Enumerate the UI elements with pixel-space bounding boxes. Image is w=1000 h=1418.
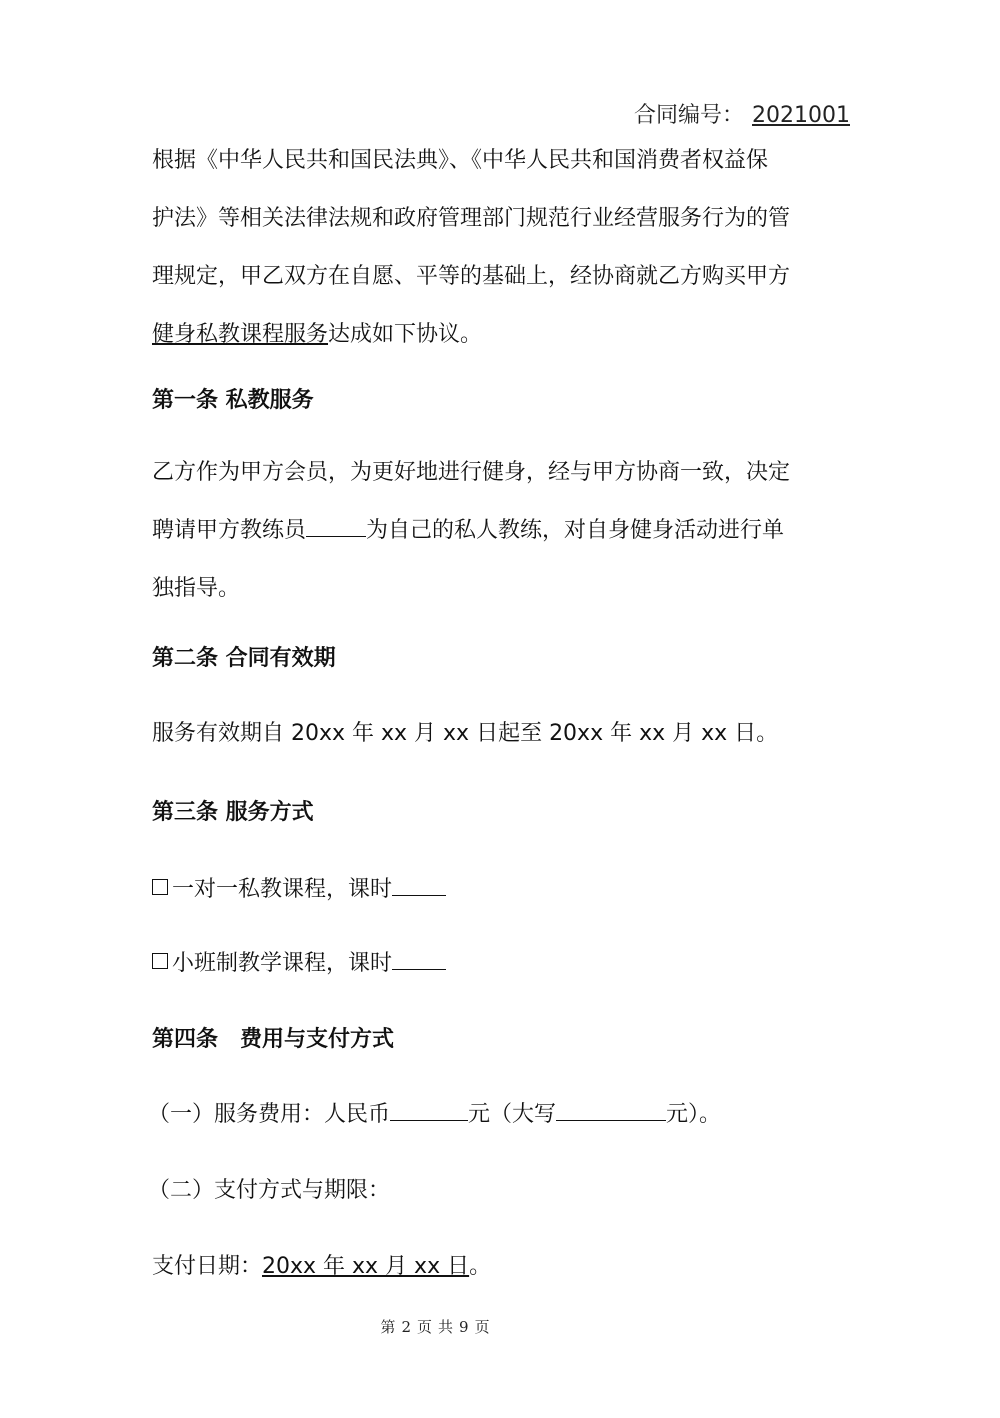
option-small-class [152,946,446,977]
article1-heading: 第一条 私教服务 [152,388,314,413]
current-page-number: 2 [401,1318,411,1336]
fee-label: 元）。 [666,1102,722,1127]
contract-number-value: 2021001 [752,103,850,128]
article1-paragraph [152,444,852,618]
article3-heading: 第三条 服务方式 [152,800,314,825]
footer-text: 页 [416,1318,432,1336]
page-footer [0,1316,870,1337]
article1-line: 乙方作为甲方会员，为更好地进行健身，经与甲方协商一致，决定 [152,460,791,485]
total-pages-number: 9 [459,1318,469,1336]
intro-paragraph [152,132,852,364]
hours-blank[interactable] [392,873,446,896]
contract-number [634,98,850,129]
payment-date-value: 20xx 年 xx 月 xx 日 [262,1254,470,1279]
checkbox-icon[interactable] [152,953,168,969]
payment-method: （二）支付方式与期限： [148,1178,391,1203]
article1-line: 独指导。 [152,576,241,601]
footer-text: 共 [438,1318,454,1336]
validity-period: 服务有效期自 20xx 年 xx 月 xx 日起至 20xx 年 xx 月 xx 日。 [152,721,779,746]
payment-date-label: 支付日期： [152,1254,263,1279]
article1-line-part: 聘请甲方教练员 [152,518,307,543]
article2-heading: 第二条 合同有效期 [152,646,336,671]
fee-label: 元（大写 [468,1102,557,1127]
service-name: 健身私教课程服务 [152,322,329,347]
payment-date-end: 。 [469,1254,492,1279]
footer-text: 第 [380,1318,396,1336]
option-one-on-one [152,872,446,903]
fee-label: （一）服务费用：人民币 [148,1102,391,1127]
article1-line-part: 为自己的私人教练，对自身健身活动进行单 [366,518,785,543]
footer-text: 页 [474,1318,490,1336]
intro-line-end: 达成如下协议。 [328,322,483,347]
hours-blank[interactable] [392,947,446,970]
fee-uppercase-blank[interactable] [556,1098,666,1121]
contract-number-label: 合同编号： [634,103,745,128]
intro-line [152,306,852,364]
article1-line [152,502,852,560]
intro-line: 理规定，甲乙双方在自愿、平等的基础上，经协商就乙方购买甲方 [152,264,791,289]
service-fee [148,1097,721,1128]
coach-name-blank[interactable] [306,514,366,537]
option-label: 一对一私教课程，课时 [172,877,393,902]
fee-amount-blank[interactable] [390,1098,468,1121]
checkbox-icon[interactable] [152,879,168,895]
option-label: 小班制教学课程，课时 [172,951,393,976]
payment-date [152,1249,491,1280]
article4-heading: 第四条 费用与支付方式 [152,1027,395,1052]
intro-line: 护法》等相关法律法规和政府管理部门规范行业经营服务行为的管 [152,206,791,231]
intro-line: 根据《中华人民共和国民法典》、《中华人民共和国消费者权益保 [152,148,769,173]
